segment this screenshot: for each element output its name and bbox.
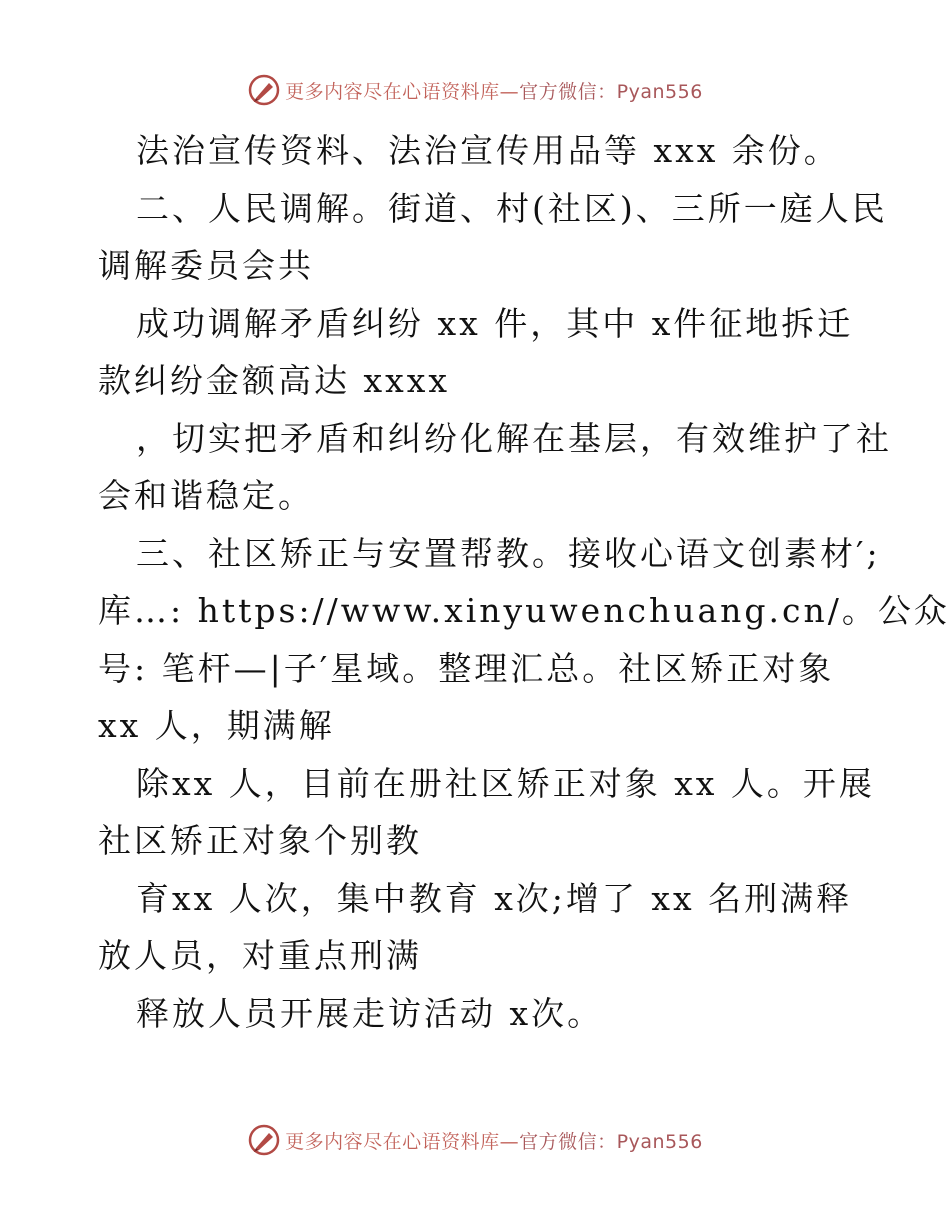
text-line: xx 人，期满解: [98, 706, 335, 745]
text-line: 释放人员开展走访活动 x次。: [136, 993, 604, 1033]
banner-text: [285, 77, 703, 104]
banner-account: 官方微信：Pyan556: [519, 1130, 703, 1153]
text-line: 放人员，对重点刑满: [98, 936, 422, 975]
banner-separator: —: [499, 1130, 520, 1153]
text-line: 调解委员会共: [98, 246, 314, 285]
text-line: 育xx 人次，集中教育 x次;增了 xx 名刑满释: [136, 878, 853, 918]
banner-text: [285, 1127, 703, 1154]
text-line: 成功调解矛盾纠纷 xx 件，其中 x件征地拆迁: [136, 303, 854, 343]
header-banner: [0, 70, 950, 110]
text-line: 社区矫正对象个别教: [98, 821, 422, 860]
text-line: 三、社区矫正与安置帮教。接收心语文创素材′;: [136, 533, 881, 573]
text-line: 会和谐稳定。: [98, 476, 314, 515]
banner-account: 官方微信：Pyan556: [519, 80, 703, 103]
text-line: 款纠纷金额高达 xxxx: [98, 361, 450, 400]
text-line: 法治宣传资料、法治宣传用品等 xxx 余份。: [136, 131, 840, 170]
banner-separator: —: [499, 80, 520, 103]
banner-slogan: 更多内容尽在心语资料库: [285, 80, 500, 103]
text-line: 二、人民调解。街道、村(社区)、三所一庭人民: [136, 188, 888, 228]
pen-logo-icon: [247, 1123, 281, 1157]
banner-slogan: 更多内容尽在心语资料库: [285, 1130, 500, 1153]
document-body: [98, 122, 950, 1042]
text-line: ，切实把矛盾和纠纷化解在基层，有效维护了社: [136, 418, 892, 458]
pen-logo-icon: [247, 73, 281, 107]
footer-banner: [0, 1120, 950, 1160]
text-line: 号: 笔杆—|子′星域。整理汇总。社区矫正对象: [98, 648, 835, 688]
text-line: 库…: https://www.xinyuwenchuang.cn/。公众: [98, 591, 950, 630]
text-line: 除xx 人，目前在册社区矫正对象 xx 人。开展: [136, 763, 875, 803]
